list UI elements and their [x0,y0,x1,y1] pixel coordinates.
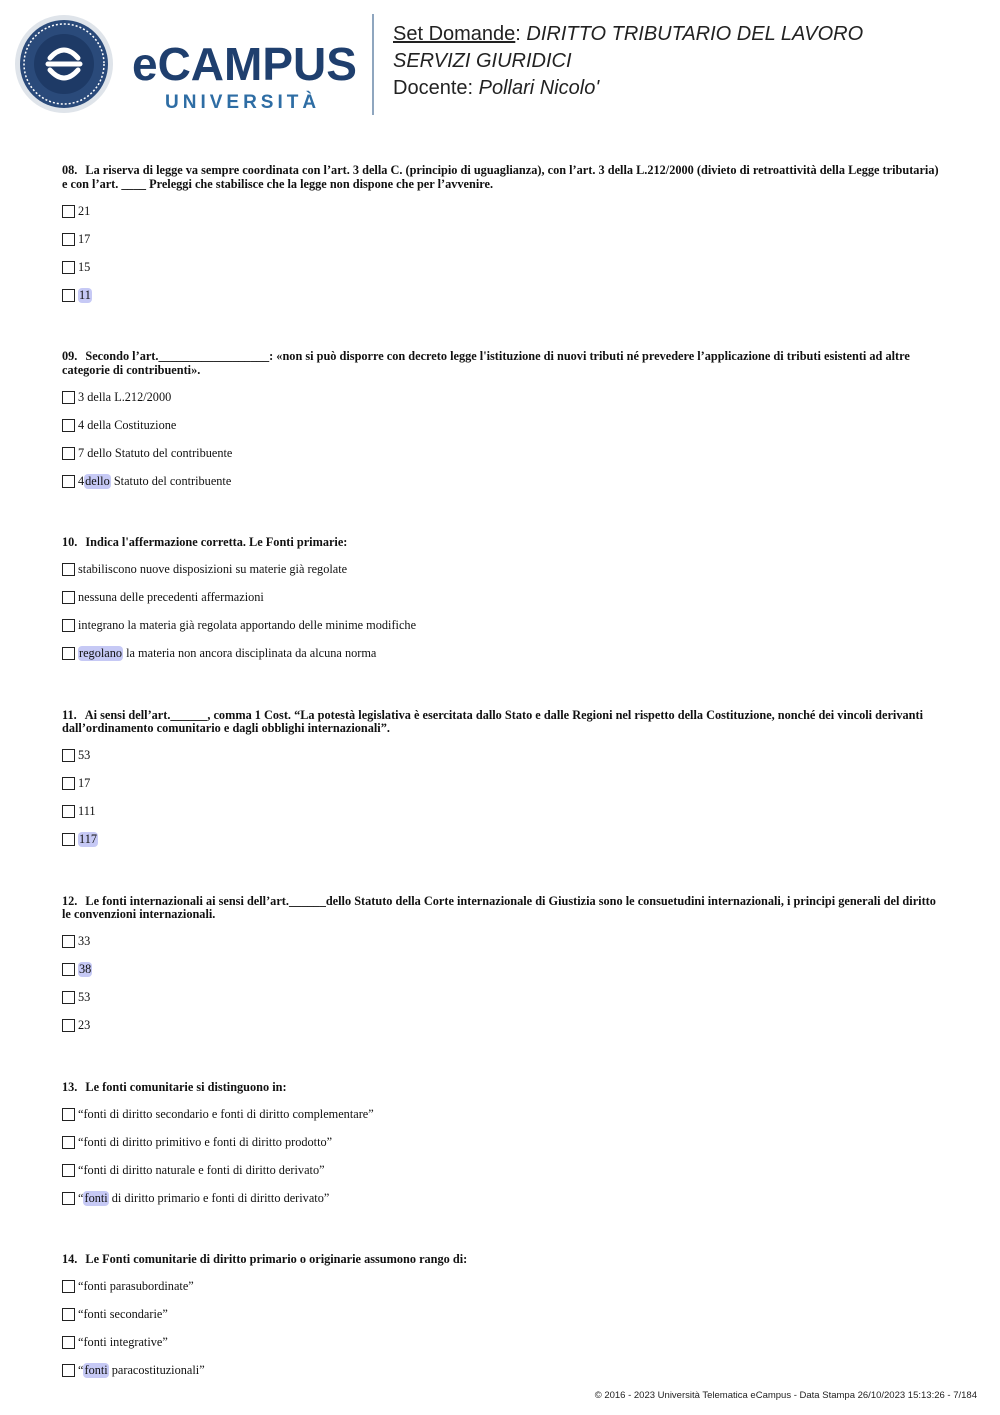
question-number: 08. [62,163,78,177]
question-number: 13. [62,1079,78,1094]
logo-sub: UNIVERSITÀ [165,92,321,113]
option-text: 111 [78,804,96,818]
answer-option[interactable] [62,1156,942,1184]
question-number: 14. [62,1252,78,1266]
option-text: nessuna delle precedenti affermazioni [78,590,264,604]
question-body: La riserva di legge va sempre coordinata con l’art. 3 della C. (principio di uguaglianza), con l’art. 3 della L.212/2000 (divieto di retroattività della Legge tributaria) e con l’art. ____ Preleggi che stabilisce che la legge non dispone che per l’avvenire. [62,163,939,191]
answer-option[interactable] [62,584,942,612]
answer-checkbox[interactable] [62,647,75,660]
option-text: “fonti di diritto secondario e fonti di diritto complementare” [78,1106,374,1121]
question-number: 09. [62,349,78,363]
question-body: Secondo l’art.__________________: «non si può disporre con decreto legge l'istituzione di nuovi tributi né prevedere l’applicazione di tributi esistenti ad altre categorie di contribuenti». [62,349,910,377]
answer-checkbox[interactable] [62,1019,75,1032]
option-highlight: 38 [79,962,92,976]
answer-option[interactable] [62,956,942,984]
answer-checkbox[interactable] [62,1192,75,1205]
question-text [62,536,942,550]
question-text [62,1081,942,1095]
option-text: “fonti di diritto naturale e fonti di diritto derivato” [78,1162,325,1177]
answer-checkbox[interactable] [62,1364,75,1377]
option-text: “fonti parasubordinate” [78,1279,194,1293]
answer-checkbox[interactable] [62,805,75,818]
question-body: Le fonti comunitarie si distinguono in: [85,1079,287,1094]
option-text: 7 dello Statuto del contribuente [78,445,233,460]
option-text: 17 [78,776,91,790]
answer-option[interactable] [62,439,942,467]
answer-option[interactable] [62,383,942,411]
option-text: 21 [78,203,91,218]
answer-option[interactable] [62,612,942,640]
answer-checkbox[interactable] [62,749,75,762]
option-text: 15 [78,259,91,274]
answer-checkbox[interactable] [62,1108,75,1121]
answer-option[interactable] [62,1273,942,1301]
option-text: “fonti di diritto primitivo e fonti di diritto prodotto” [78,1134,333,1149]
answer-option[interactable] [62,1357,942,1385]
answer-checkbox[interactable] [62,289,75,302]
question-13 [62,1081,942,1213]
option-text: 53 [78,748,91,762]
answer-checkbox[interactable] [62,1136,75,1149]
answer-checkbox[interactable] [62,391,75,404]
option-highlight: regolano [79,646,123,660]
docente-label: Docente: [393,77,479,99]
question-text [62,1253,942,1267]
question-12 [62,895,942,1040]
option-text: 3 della L.212/2000 [78,389,172,404]
answer-checkbox[interactable] [62,475,75,488]
answer-checkbox[interactable] [62,1164,75,1177]
answer-option[interactable] [62,411,942,439]
answer-checkbox[interactable] [62,205,75,218]
answer-checkbox[interactable] [62,777,75,790]
option-text: “fonti integrative” [78,1335,168,1349]
header-divider [372,14,374,115]
answer-option[interactable] [62,742,942,770]
page-footer: © 2016 - 2023 Università Telematica eCampus - Data Stampa 26/10/2023 15:13:26 - 7/184 [594,1390,977,1401]
answer-option[interactable] [62,1012,942,1040]
answer-option[interactable] [62,640,942,668]
question-10 [62,536,942,668]
answer-checkbox[interactable] [62,563,75,576]
header-info: Set Domande: DIRITTO TRIBUTARIO DEL LAVORO SERVIZI GIURIDICI Docente: Pollari Nicolo' [393,23,864,99]
answer-option[interactable] [62,467,942,495]
question-08 [62,164,942,309]
answer-checkbox[interactable] [62,935,75,948]
question-text [62,164,942,191]
answer-option[interactable] [62,1301,942,1329]
answer-checkbox[interactable] [62,991,75,1004]
answer-option[interactable] [62,928,942,956]
answer-checkbox[interactable] [62,233,75,246]
answer-option[interactable] [62,253,942,281]
answer-checkbox[interactable] [62,419,75,432]
option-text: la materia non ancora disciplinata da alcuna norma [123,646,377,660]
option-text: 33 [78,934,91,948]
answer-option[interactable] [62,826,942,854]
answer-option[interactable] [62,197,942,225]
option-text: 23 [78,1018,91,1032]
page-header [0,0,1000,130]
answer-option[interactable] [62,770,942,798]
option-text-prefix: “ [78,1363,84,1377]
question-body: Indica l'affermazione corretta. Le Fonti primarie: [85,535,348,549]
option-text: 53 [78,990,91,1004]
option-text: paracostituzionali” [108,1363,205,1377]
answer-option[interactable] [62,1329,942,1357]
answer-option[interactable] [62,556,942,584]
question-number: 11. [62,707,77,722]
docente-name: Pollari Nicolo' [478,77,600,99]
answer-checkbox[interactable] [62,619,75,632]
option-text: Statuto del contribuente [110,473,232,488]
set-title-line2: SERVIZI GIURIDICI [393,50,572,72]
answer-checkbox[interactable] [62,591,75,604]
answer-option[interactable] [62,798,942,826]
answer-checkbox[interactable] [62,447,75,460]
ecampus-logo [14,14,359,118]
answer-option[interactable] [62,1100,942,1128]
question-body: Le fonti internazionali ai sensi dell’art.______dello Statuto della Corte internazionale di Giustizia sono le consuetudini internazionali, i principi generali del diritto le convenzioni internazionali. [62,893,936,921]
question-14 [62,1253,942,1385]
answer-option[interactable] [62,1128,942,1156]
set-label: Set Domande [393,23,516,45]
answer-option[interactable] [62,984,942,1012]
option-highlight: fonti [84,1363,108,1377]
option-text-prefix: “ [78,1190,84,1205]
option-highlight: 11 [79,287,91,302]
logo-brand: eCAMPUS [132,38,357,90]
answer-checkbox[interactable] [62,1308,75,1321]
question-number: 12. [62,893,78,908]
question-11 [62,709,942,854]
question-body: Le Fonti comunitarie di diritto primario o originarie assumono rango di: [85,1252,468,1266]
option-text: stabiliscono nuove disposizioni su materie già regolate [78,562,348,576]
answer-option[interactable] [62,281,942,309]
question-text [62,709,942,736]
answer-checkbox[interactable] [62,1280,75,1293]
option-highlight: dello [85,473,110,488]
option-text: “fonti secondarie” [78,1307,168,1321]
answer-checkbox[interactable] [62,963,75,976]
answer-checkbox[interactable] [62,833,75,846]
question-text [62,895,942,922]
question-list [62,164,942,1385]
set-title: DIRITTO TRIBUTARIO DEL LAVORO [526,23,864,45]
option-text-prefix: 4 [78,473,85,488]
option-text: 4 della Costituzione [78,417,177,432]
option-text: 17 [78,231,91,246]
answer-checkbox[interactable] [62,261,75,274]
option-text: integrano la materia già regolata apportando delle minime modifiche [78,618,417,632]
question-text [62,350,942,377]
answer-checkbox[interactable] [62,1336,75,1349]
question-number: 10. [62,535,78,549]
option-highlight: 117 [79,832,97,846]
option-text: di diritto primario e fonti di diritto derivato” [108,1190,330,1205]
answer-option[interactable] [62,1184,942,1212]
question-body: Ai sensi dell’art.______, comma 1 Cost. “La potestà legislativa è esercitata dallo Stato e dalle Regioni nel rispetto della Costituzione, nonché dei vincoli derivanti dall’ordinamento comunitario e dagli obblighi internazionali”. [62,707,923,735]
option-highlight: fonti [84,1190,108,1205]
question-09 [62,350,942,495]
answer-option[interactable] [62,225,942,253]
